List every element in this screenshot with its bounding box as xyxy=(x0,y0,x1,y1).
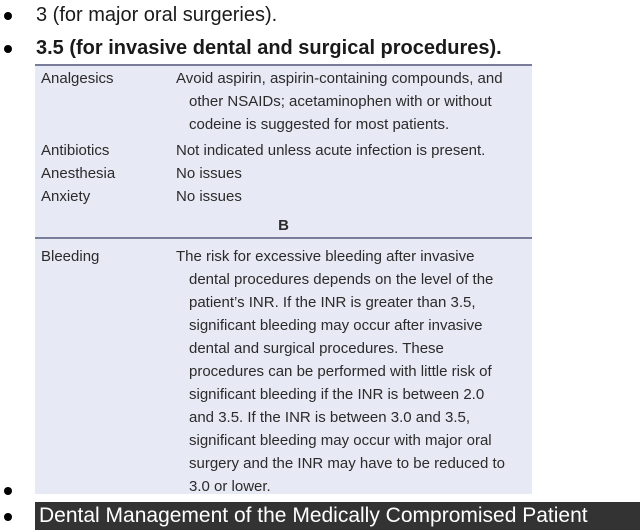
section-b-rule xyxy=(35,237,532,239)
source-banner: Dental Management of the Medically Compromised Patient xyxy=(35,502,640,530)
desc-line: patient’s INR. If the INR is greater than 3.5, xyxy=(189,294,476,311)
row-label-anxiety: Anxiety xyxy=(41,188,91,205)
desc-line: No issues xyxy=(176,188,242,205)
bullet-icon xyxy=(4,12,12,20)
desc-line: procedures can be performed with little risk of xyxy=(189,363,492,380)
row-desc-bleeding xyxy=(176,245,528,498)
row-label-antibiotics: Antibiotics xyxy=(41,142,110,159)
desc-line: Not indicated unless acute infection is present. xyxy=(176,142,486,159)
bullet-text: 3.5 (for invasive dental and surgical procedures). xyxy=(36,37,502,59)
row-label-anesthesia: Anesthesia xyxy=(41,165,116,182)
desc-line: surgery and the INR may have to be reduced to xyxy=(189,455,506,472)
dental-management-table-image xyxy=(35,64,532,494)
desc-line: dental and surgical procedures. These xyxy=(189,340,444,357)
desc-line: No issues xyxy=(176,165,242,182)
desc-line: other NSAIDs; acetaminophen with or without xyxy=(189,93,492,110)
desc-line: significant bleeding may occur with major oral xyxy=(189,432,492,449)
desc-line: significant bleeding if the INR is between 2.0 xyxy=(189,386,485,403)
desc-line: The risk for excessive bleeding after invasive xyxy=(176,248,475,265)
desc-line: dental procedures depends on the level of the xyxy=(189,271,494,288)
desc-line: 3.0 or lower. xyxy=(189,478,271,495)
row-label-analgesics: Analgesics xyxy=(41,70,114,87)
bullet-item-empty xyxy=(0,478,20,502)
bullet-item-banner xyxy=(0,504,20,528)
bullet-icon xyxy=(4,513,12,521)
desc-line: codeine is suggested for most patients. xyxy=(189,116,450,133)
row-desc-analgesics xyxy=(176,67,528,136)
row-desc-anxiety xyxy=(176,185,528,208)
bullet-icon xyxy=(4,487,12,495)
table-top-rule xyxy=(35,64,532,66)
bullet-text: 3 (for major oral surgeries). xyxy=(36,4,278,26)
section-heading-b: B xyxy=(278,217,289,234)
row-desc-anesthesia xyxy=(176,162,528,185)
bullet-icon xyxy=(4,45,12,53)
desc-line: significant bleeding may occur after invasive xyxy=(189,317,483,334)
desc-line: and 3.5. If the INR is between 3.0 and 3.5, xyxy=(189,409,471,426)
desc-line: Avoid aspirin, aspirin-containing compounds, and xyxy=(176,70,503,87)
row-desc-antibiotics xyxy=(176,139,528,162)
row-label-bleeding: Bleeding xyxy=(41,248,100,265)
